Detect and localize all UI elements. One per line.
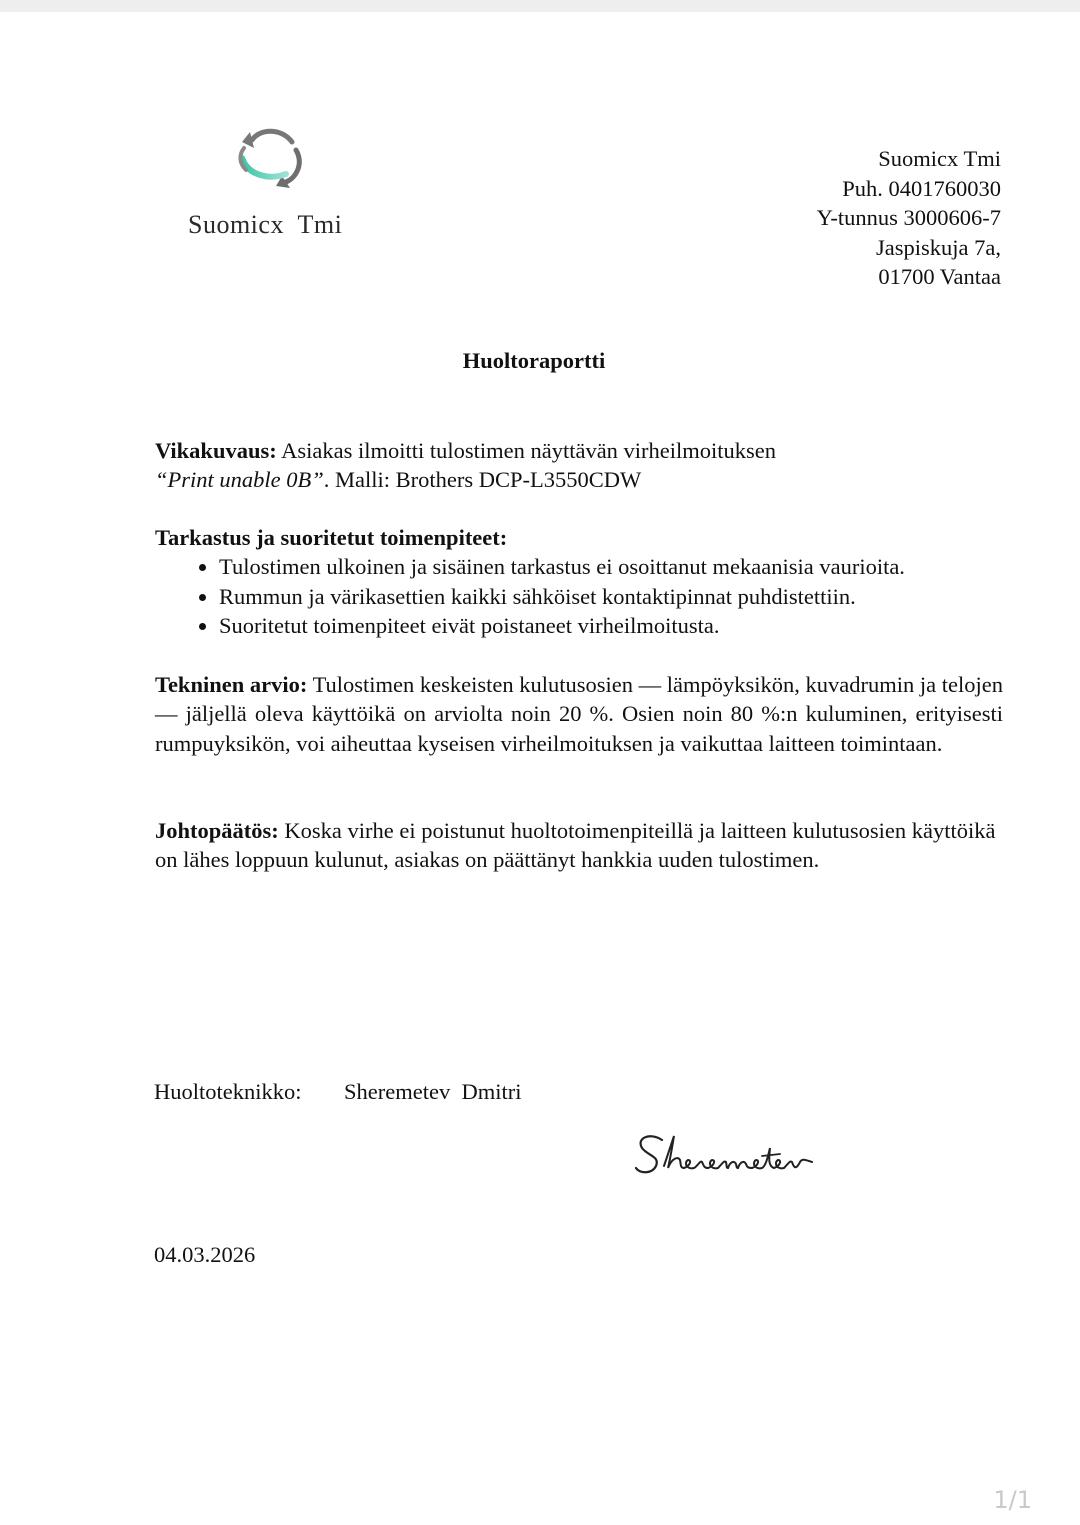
swirl-arrows-logo-icon [230,118,310,198]
logo-company-name: Suomicx Tmi [188,210,343,239]
company-contact-block [817,144,1001,292]
list-item: • Rummun ja värikasettien kaikki sähköiset kontaktipinnat puhdistettiin. [219,582,1003,611]
company-logo [180,118,370,248]
fault-model: . Malli: Brothers DCP-L3550CDW [323,467,642,493]
viewer-top-bar [0,0,1080,12]
inspection-section [155,523,1003,640]
company-name: Suomicx Tmi [878,146,1001,171]
company-phone: Puh. 0401760030 [842,175,1001,201]
inspection-list [155,552,1003,640]
technical-assessment-section [155,670,1003,758]
company-city: 01700 Vantaa [878,264,1001,289]
report-title: Huoltoraportti [462,348,606,373]
fault-description-section [155,436,1003,495]
handwritten-signature [628,1126,828,1186]
technician-label: Huoltoteknikko: [154,1079,302,1104]
fault-text: Asiakas ilmoitti tulostimen näyttävän virheilmoituksen [276,438,777,463]
fault-error-message: “Print unable 0B” [155,467,324,493]
inspection-label: Tarkastus ja suoritetut toimenpiteet: [155,525,508,550]
conclusion-text: Koska virhe ei poistunut huoltotoimenpiteillä ja laitteen kulutusosien käyttöikä on lähes loppuun kulunut, asiakas on päättänyt hankkia uuden tulostimen. [155,818,996,873]
list-item: • Tulostimen ulkoinen ja sisäinen tarkastus ei osoittanut mekaanisia vaurioita. [219,552,1003,581]
assessment-text: Tulostimen keskeisten kulutusosien — lämpöyksikön, kuvadrumin ja telojen — jäljellä oleva käyttöikä on arviolta noin 20 %. Osien noin 80 %:n kuluminen, erityisesti rumpuyksikön, voi aiheuttaa kyseisen virheilmoituksen ja vaikuttaa laitteen toimintaan. [155,672,1004,756]
technician-name: Sheremetev Dmitri [344,1079,522,1104]
page-indicator: 1/1 [993,1486,1032,1514]
conclusion-section [155,816,1003,875]
company-street: Jaspiskuja 7a, [876,234,1001,260]
list-item: • Suoritetut toimenpiteet eivät poistaneet virheilmoitusta. [219,611,1003,640]
fault-label: Vikakuvaus: [155,438,277,463]
technician-row [154,1079,521,1105]
assessment-label: Tekninen arvio: [155,672,308,697]
report-date: 04.03.2026 [154,1242,256,1267]
conclusion-label: Johtopäätös: [155,818,279,843]
company-business-id: Y-tunnus 3000606-7 [816,205,1001,230]
